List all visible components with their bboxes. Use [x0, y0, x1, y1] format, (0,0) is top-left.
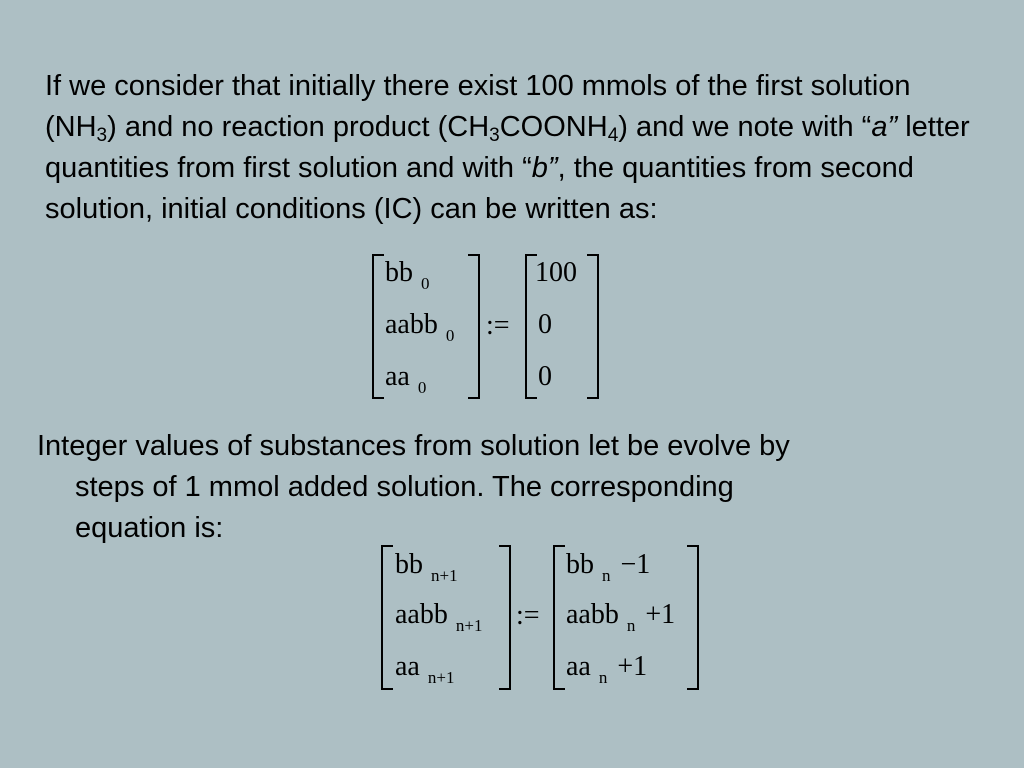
evolution-paragraph — [37, 426, 987, 549]
left-bracket — [372, 254, 384, 399]
variable-subscript: n — [602, 566, 611, 585]
matrix-cell — [395, 550, 458, 591]
italic-letter-a: a” — [871, 111, 898, 143]
text-line: steps of 1 mmol added solution. The corresponding — [75, 471, 734, 503]
variable-subscript: n — [598, 668, 608, 687]
italic-letter-b: b” — [531, 152, 558, 184]
text-segment: , the quantities from second solution, initial conditions (IC) can be written as: — [45, 152, 914, 225]
left-bracket — [553, 545, 565, 690]
subscript: 4 — [607, 125, 619, 146]
right-bracket — [587, 254, 599, 399]
assign-operator: := — [486, 310, 510, 341]
matrix-cell: 0 — [538, 361, 552, 392]
variable-subscript: 0 — [417, 378, 427, 397]
variable-name: bb — [566, 549, 594, 580]
operation: +1 — [645, 599, 676, 630]
variable-subscript: n — [626, 616, 636, 635]
matrix-cell — [566, 600, 675, 641]
text-segment: COONH — [499, 111, 608, 143]
matrix-cell — [385, 258, 430, 299]
text-segment: ) and no reaction product (CH — [107, 111, 490, 143]
variable-name: aa — [566, 651, 591, 682]
right-bracket — [687, 545, 699, 690]
variable-subscript: n+1 — [431, 566, 458, 585]
matrix-cell — [385, 362, 426, 403]
initial-conditions-paragraph — [45, 66, 985, 230]
variable-name: aa — [385, 361, 410, 392]
subscript: 3 — [96, 125, 108, 146]
matrix-cell: 100 — [535, 257, 577, 288]
text-line: equation is: — [75, 512, 224, 544]
matrix-cell — [566, 550, 650, 591]
variable-name: aa — [395, 651, 420, 682]
matrix-cell — [395, 652, 454, 693]
text-segment: letter quantities from first solution and with “ — [45, 111, 970, 184]
matrix-cell: 0 — [538, 309, 552, 340]
variable-subscript: n+1 — [427, 668, 455, 687]
variable-name: aabb — [385, 309, 438, 340]
subscript: 3 — [489, 125, 500, 146]
right-bracket — [499, 545, 511, 690]
matrix-cell — [566, 652, 647, 693]
text-segment: ) and we note with “ — [618, 111, 872, 143]
matrix-cell — [395, 600, 482, 641]
matrix-cell — [385, 310, 454, 351]
assign-operator: := — [516, 600, 540, 631]
variable-name: bb — [395, 549, 423, 580]
variable-subscript: 0 — [445, 326, 455, 345]
right-bracket — [468, 254, 480, 399]
text-line: Integer values of substances from solution let be evolve by — [37, 430, 790, 462]
operation: +1 — [617, 651, 648, 682]
variable-name: aabb — [566, 599, 619, 630]
variable-subscript: 0 — [421, 274, 430, 293]
text-segment: If we consider that initially there exist 100 mmols of the first solution (NH — [45, 70, 911, 143]
left-bracket — [381, 545, 393, 690]
variable-name: aabb — [395, 599, 448, 630]
variable-subscript: n+1 — [455, 616, 483, 635]
variable-name: bb — [385, 257, 413, 288]
operation: −1 — [620, 549, 651, 580]
